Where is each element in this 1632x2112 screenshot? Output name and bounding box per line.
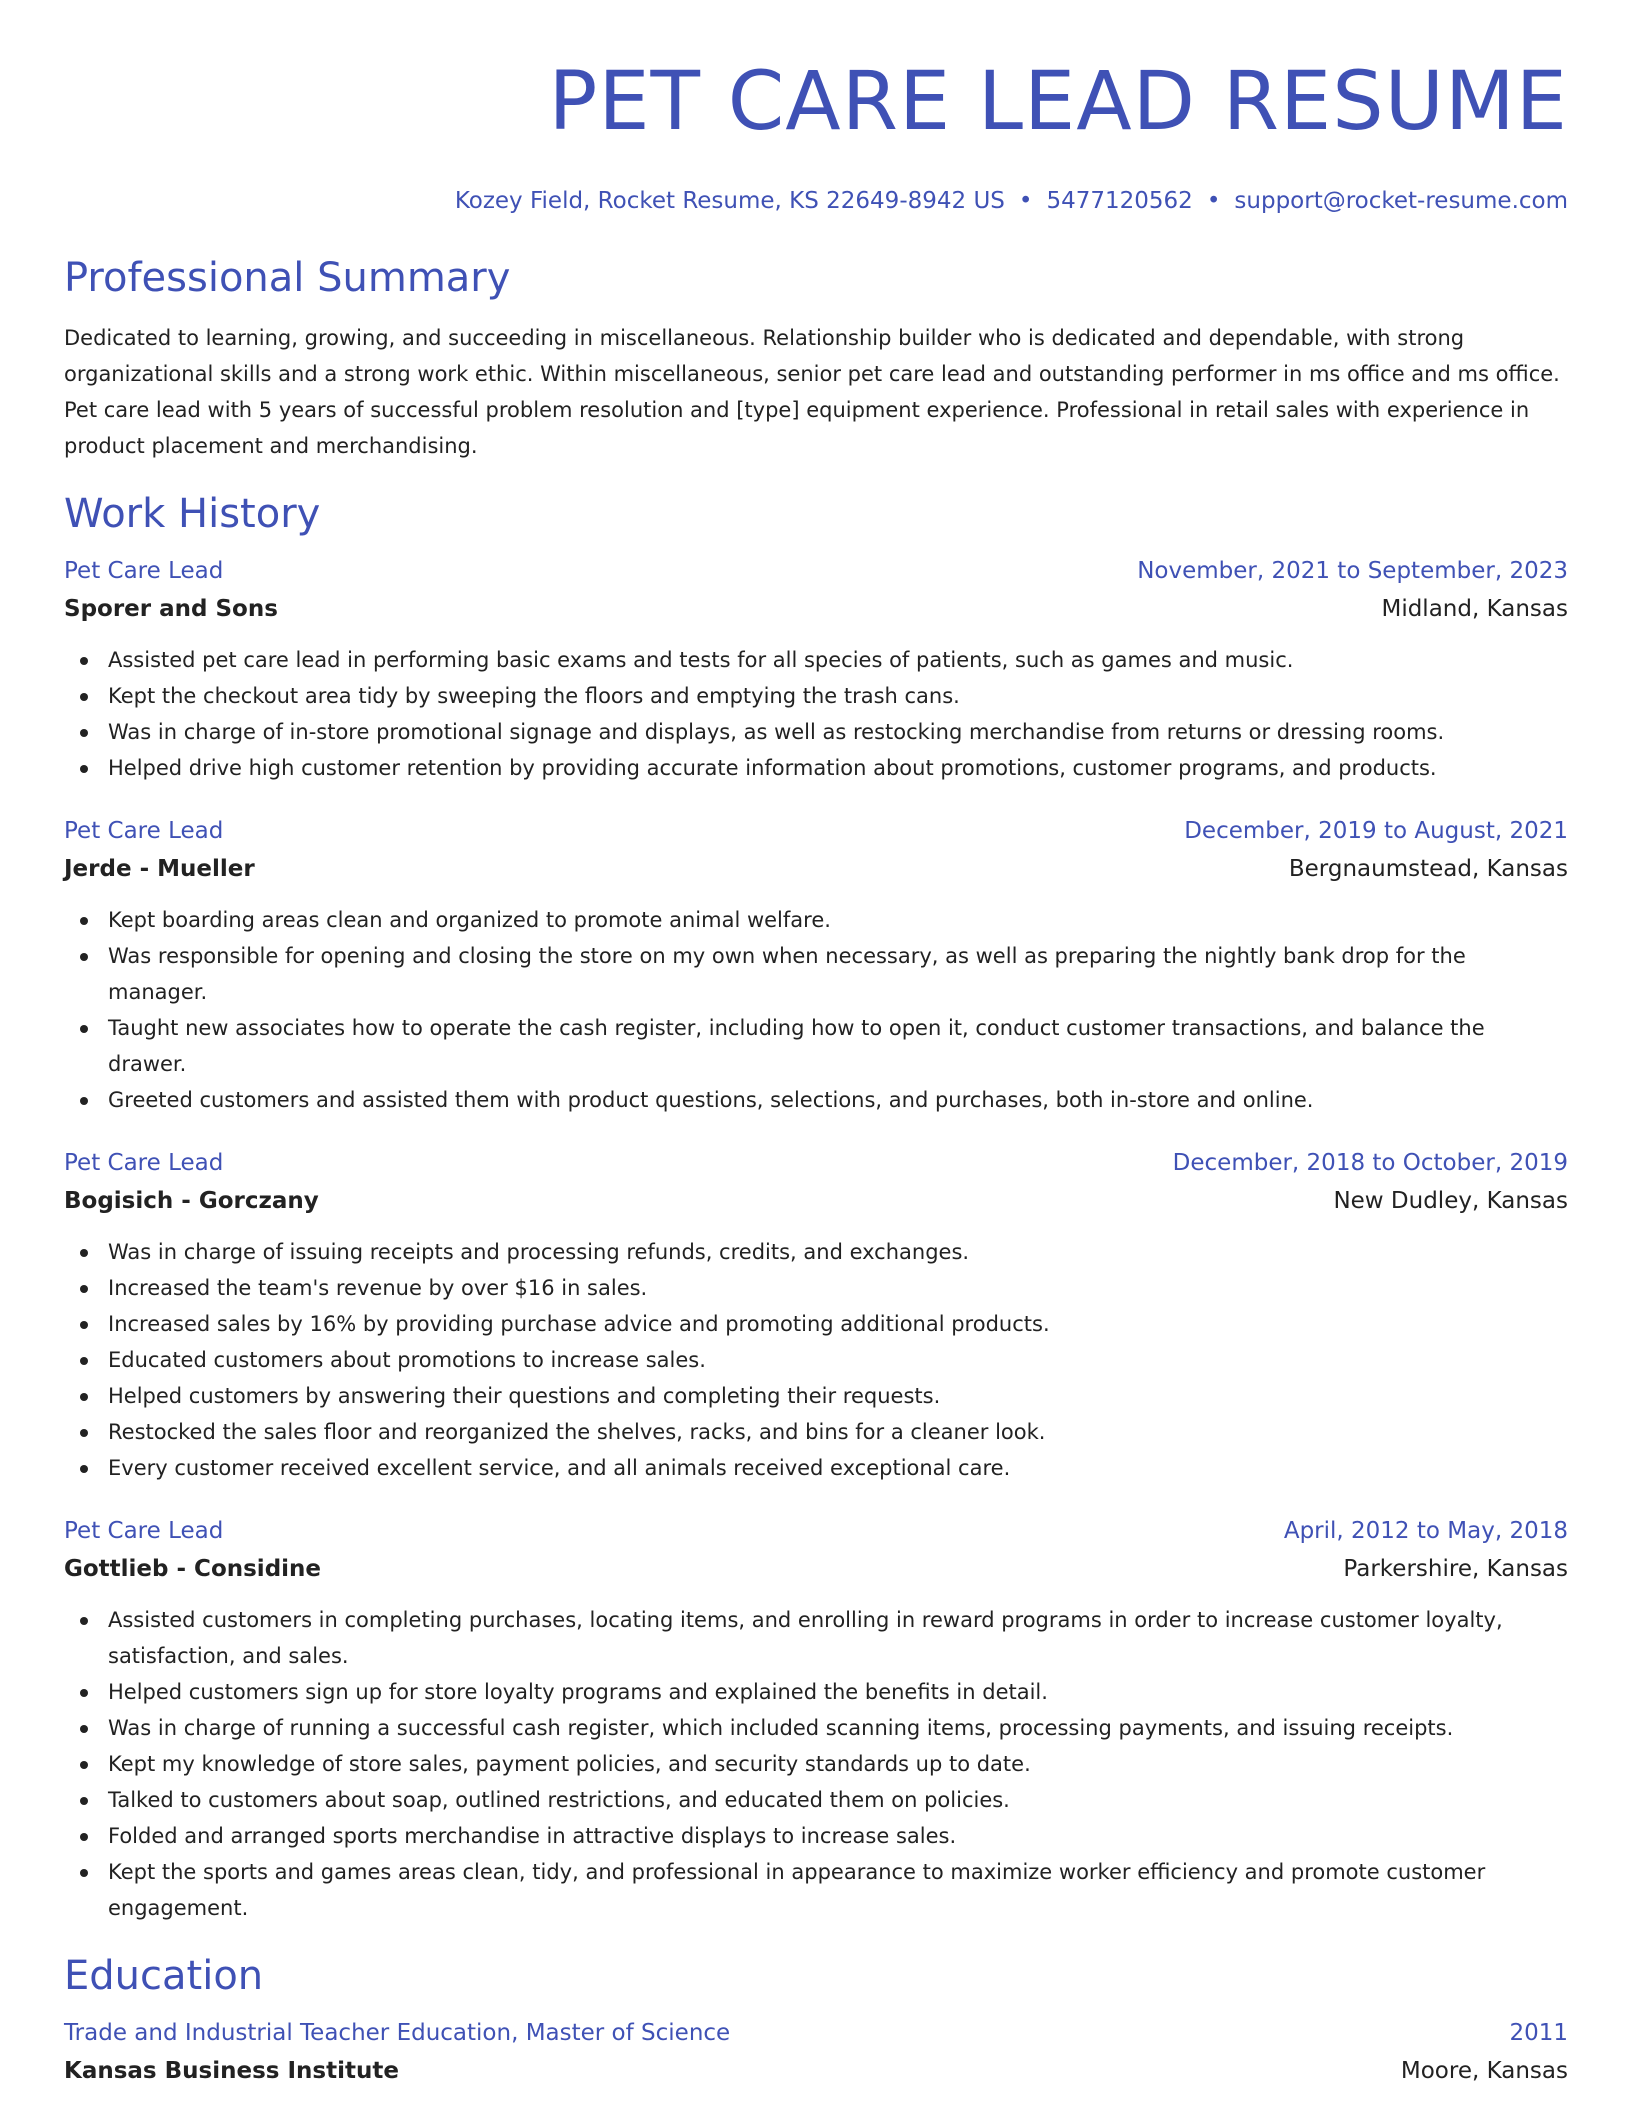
job-header [64,812,1568,850]
list-item: Helped customers by answering their questions and completing their requests. [64,1378,1568,1414]
job-bullets [64,902,1568,1118]
list-item: Helped customers sign up for store loyalty programs and explained the benefits in detail. [64,1674,1568,1710]
list-item: Was in charge of running a successful cash register, which included scanning items, processing payments, and issuing receipts. [64,1710,1568,1746]
education-header [64,2014,1568,2052]
list-item: Kept the sports and games areas clean, tidy, and professional in appearance to maximize worker efficiency and promote customer engagement. [64,1854,1568,1926]
job-entry [64,552,1568,786]
job-company: Sporer and Sons [64,596,278,622]
list-item: Kept boarding areas clean and organized to promote animal welfare. [64,902,1568,938]
job-subheader [64,590,1568,628]
education-year: 2011 [1509,2020,1568,2046]
education-school: Kansas Business Institute [64,2058,399,2084]
job-dates: December, 2019 to August, 2021 [1184,818,1568,844]
education-degree: Trade and Industrial Teacher Education, Master of Science [64,2020,731,2046]
list-item: Helped drive high customer retention by providing accurate information about promotions, customer programs, and products. [64,750,1568,786]
job-subheader [64,1550,1568,1588]
list-item: Restocked the sales floor and reorganized the shelves, racks, and bins for a cleaner look. [64,1414,1568,1450]
education-location: Moore, Kansas [1400,2058,1568,2084]
list-item: Folded and arranged sports merchandise in attractive displays to increase sales. [64,1818,1568,1854]
list-item: Assisted customers in completing purchases, locating items, and enrolling in reward programs in order to increase customer loyalty, satisfaction, and sales. [64,1602,1568,1674]
job-dates: November, 2021 to September, 2023 [1137,558,1568,584]
list-item: Educated customers about promotions to increase sales. [64,1342,1568,1378]
list-item: Kept the checkout area tidy by sweeping the floors and emptying the trash cans. [64,678,1568,714]
job-bullets [64,1234,1568,1486]
job-subheader [64,850,1568,888]
job-company: Gottlieb - Considine [64,1556,322,1582]
job-entry [64,1144,1568,1486]
contact-separator: • [1206,188,1221,214]
work-history-heading: Work History [64,491,321,537]
job-location: Midland, Kansas [1381,596,1568,622]
contact-address: Kozey Field, Rocket Resume, KS 22649-8942 US [454,188,1005,214]
list-item: Talked to customers about soap, outlined restrictions, and educated them on policies. [64,1782,1568,1818]
list-item: Kept my knowledge of store sales, payment policies, and security standards up to date. [64,1746,1568,1782]
job-dates: April, 2012 to May, 2018 [1283,1518,1568,1544]
job-title: Pet Care Lead [64,1518,224,1544]
list-item: Taught new associates how to operate the cash register, including how to open it, conduct customer transactions, and balance the drawer. [64,1010,1568,1082]
list-item: Assisted pet care lead in performing basic exams and tests for all species of patients, such as games and music. [64,642,1568,678]
list-item: Increased the team's revenue by over $16 in sales. [64,1270,1568,1306]
list-item: Was in charge of in-store promotional signage and displays, as well as restocking merchandise from returns or dressing rooms. [64,714,1568,750]
job-company: Jerde - Mueller [64,856,255,882]
list-item: Was responsible for opening and closing the store on my own when necessary, as well as preparing the nightly bank drop for the manager. [64,938,1568,1010]
list-item: Every customer received excellent service, and all animals received exceptional care. [64,1450,1568,1486]
job-subheader [64,1182,1568,1220]
job-location: New Dudley, Kansas [1333,1188,1568,1214]
job-dates: December, 2018 to October, 2019 [1172,1150,1568,1176]
list-item: Increased sales by 16% by providing purchase advice and promoting additional products. [64,1306,1568,1342]
job-title: Pet Care Lead [64,558,224,584]
contact-email: support@rocket-resume.com [1234,188,1568,214]
job-entry [64,812,1568,1118]
summary-heading: Professional Summary [64,255,511,301]
job-title: Pet Care Lead [64,818,224,844]
resume-title: PET CARE LEAD RESUME [548,55,1568,149]
contact-phone: 5477120562 [1046,188,1193,214]
job-header [64,1144,1568,1182]
list-item: Greeted customers and assisted them with product questions, selections, and purchases, both in-store and online. [64,1082,1568,1118]
job-location: Parkershire, Kansas [1343,1556,1568,1582]
education-subheader [64,2052,1568,2090]
list-item: Was in charge of issuing receipts and processing refunds, credits, and exchanges. [64,1234,1568,1270]
education-heading: Education [64,1953,264,1999]
contact-line [64,186,1568,216]
job-header [64,1512,1568,1550]
job-title: Pet Care Lead [64,1150,224,1176]
job-bullets [64,642,1568,786]
contact-separator: • [1018,188,1033,214]
education-entry [64,2014,1568,2090]
job-entry [64,1512,1568,1926]
job-header [64,552,1568,590]
job-bullets [64,1602,1568,1926]
summary-text: Dedicated to learning, growing, and succeeding in miscellaneous. Relationship builder who is dedicated and dependable, with strong organizational skills and a strong work ethic. Within miscellaneous, senior pet care lead and outstanding performer in ms office and ms office. Pet care lead with 5 years of successful problem resolution and [type] equipment experience. Professional in retail sales with experience in product placement and merchandising. [64,326,1560,458]
job-location: Bergnaumstead, Kansas [1288,856,1568,882]
job-company: Bogisich - Gorczany [64,1188,319,1214]
